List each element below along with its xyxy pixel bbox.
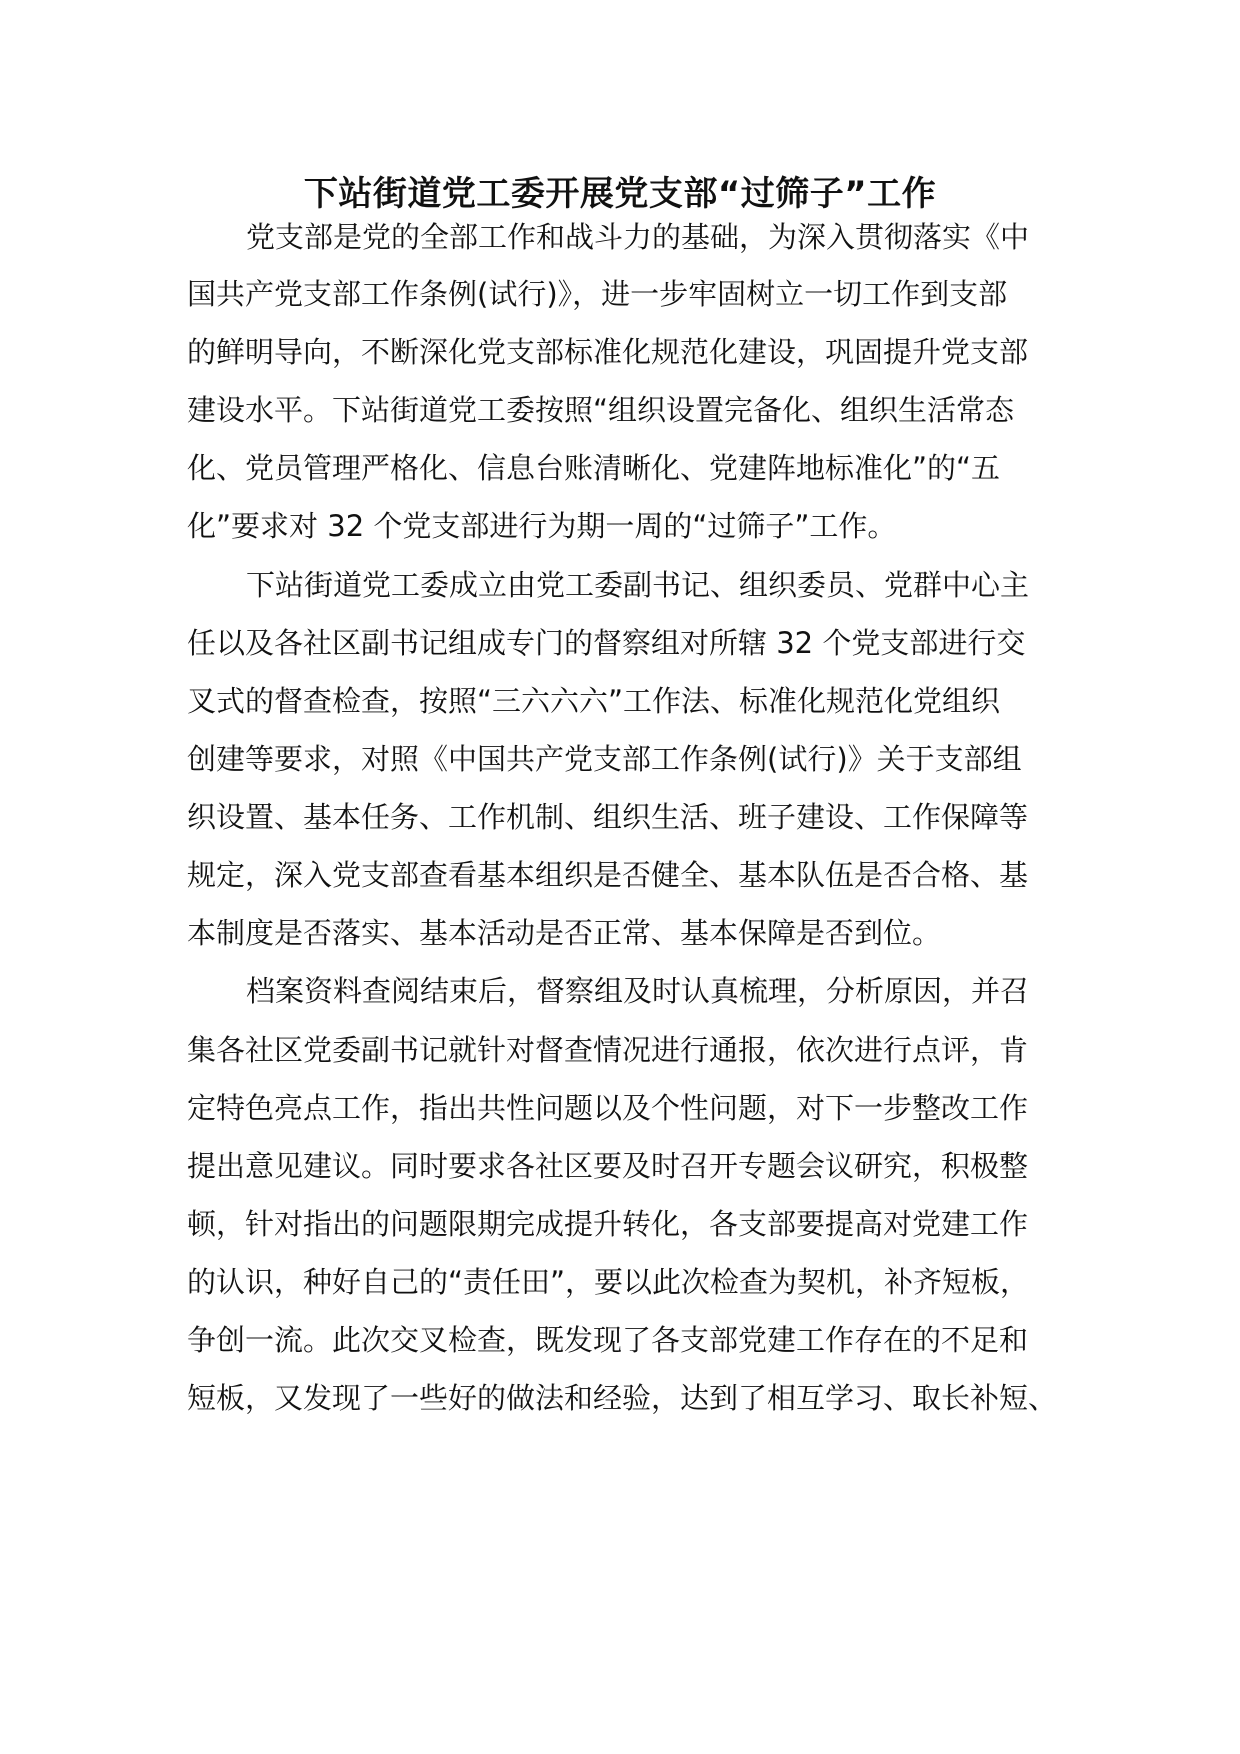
line-text: 的认识，种好自己的“责任田”，要以此次检查为契机，补齐短板， bbox=[187, 1265, 1030, 1299]
line-text: 叉式的督查检查，按照“三六六六”工作法、标准化规范化党组织 bbox=[187, 684, 1001, 718]
document-title: 下站街道党工委开展党支部“过筛子”工作 bbox=[303, 174, 937, 214]
line-text: 提出意见建议。同时要求各社区要及时召开专题会议研究，积极整 bbox=[187, 1149, 1029, 1183]
line-text: 化”要求对 32 个党支部进行为期一周的“过筛子”工作。 bbox=[187, 509, 897, 543]
line-text: 本制度是否落实、基本活动是否正常、基本保障是否到位。 bbox=[187, 916, 942, 950]
line-text: 党支部是党的全部工作和战斗力的基础，为深入贯彻落实《中 bbox=[246, 220, 1030, 254]
line-text: 定特色亮点工作，指出共性问题以及个性问题，对下一步整改工作 bbox=[187, 1091, 1029, 1125]
line-text: 的鲜明导向，不断深化党支部标准化规范化建设，巩固提升党支部 bbox=[187, 335, 1029, 369]
line-text: 创建等要求，对照《中国共产党支部工作条例(试行)》关于支部组 bbox=[187, 742, 1022, 776]
line-text: 下站街道党工委成立由党工委副书记、组织委员、党群中心主 bbox=[246, 568, 1030, 602]
line-text: 档案资料查阅结束后，督察组及时认真梳理，分析原因，并召 bbox=[246, 974, 1030, 1008]
line-text: 短板，又发现了一些好的做法和经验，达到了相互学习、取长补短、 bbox=[187, 1381, 1058, 1415]
line-text: 建设水平。下站街道党工委按照“组织设置完备化、组织生活常态 bbox=[187, 393, 1015, 427]
line-text: 国共产党支部工作条例(试行)》，进一步牢固树立一切工作到支部 bbox=[187, 277, 1008, 311]
line-text: 顿，针对指出的问题限期完成提升转化，各支部要提高对党建工作 bbox=[187, 1207, 1029, 1241]
line-text: 化、党员管理严格化、信息台账清晰化、党建阵地标准化”的“五 bbox=[187, 451, 1001, 485]
line-text: 集各社区党委副书记就针对督查情况进行通报，依次进行点评，肯 bbox=[187, 1033, 1029, 1067]
line-text: 任以及各社区副书记组成专门的督察组对所辖 32 个党支部进行交 bbox=[187, 626, 1026, 660]
line-text: 争创一流。此次交叉检查，既发现了各支部党建工作存在的不足和 bbox=[187, 1323, 1029, 1357]
line-text: 织设置、基本任务、工作机制、组织生活、班子建设、工作保障等 bbox=[187, 800, 1029, 834]
line-text: 规定，深入党支部查看基本组织是否健全、基本队伍是否合格、基 bbox=[187, 858, 1029, 892]
